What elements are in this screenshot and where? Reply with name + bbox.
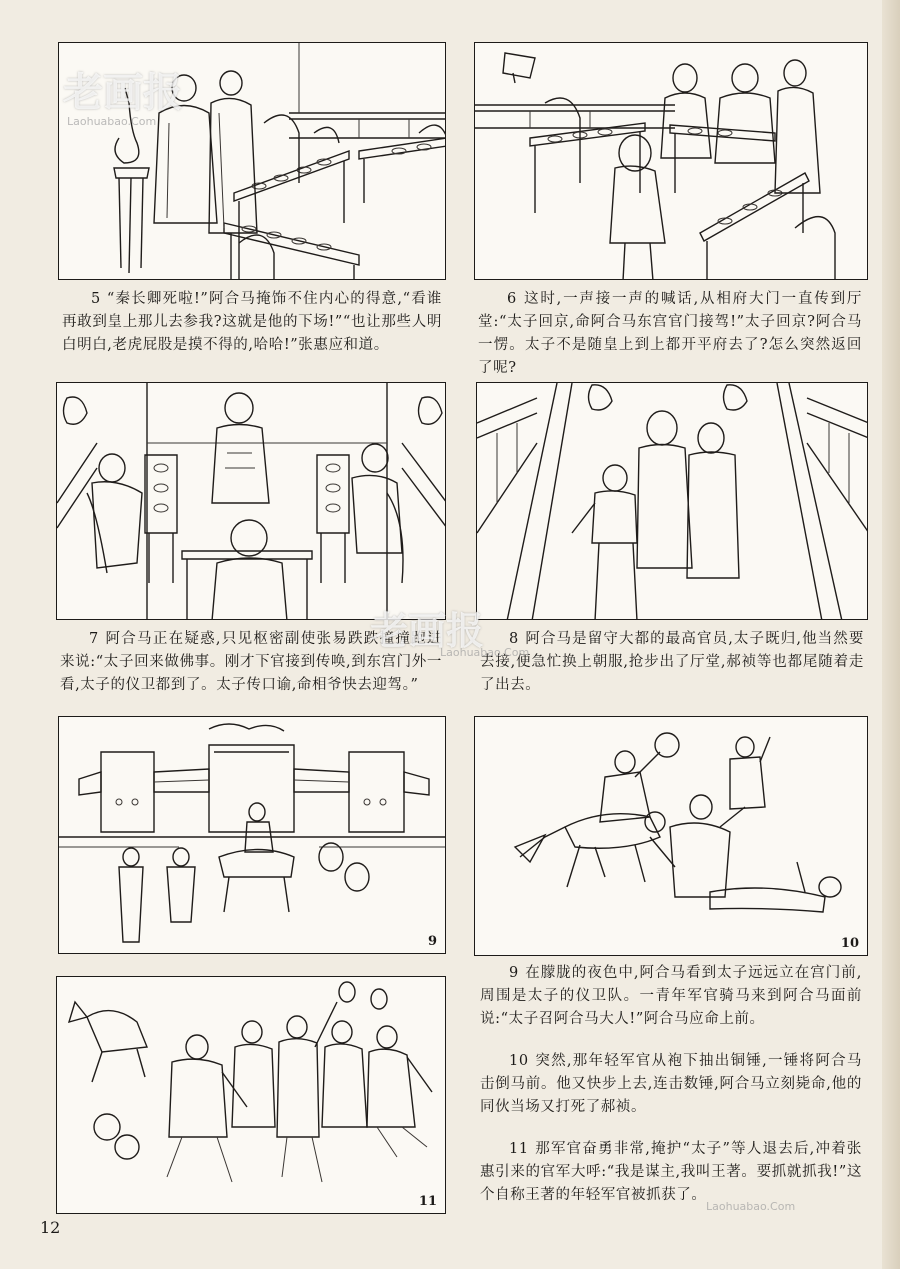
caption-text: “秦长卿死啦!”阿合马掩饰不住内心的得意,“看谁再敢到皇上那儿去参我?这就是他的下场!”“也让那些人明白明白,老虎屁股是摸不得的,哈哈!”张惠应和道。 bbox=[62, 291, 442, 353]
caption-text: 突然,那年轻军官从袍下抽出铜锤,一锤将阿合马击倒马前。他又快步上去,连击数锤,阿合马立刻毙命,他的同伙当场又打死了郝祯。 bbox=[480, 1053, 862, 1115]
panel-8-illustration bbox=[477, 383, 868, 620]
panel-7 bbox=[56, 382, 446, 620]
caption-10 bbox=[480, 1050, 862, 1119]
caption-6 bbox=[478, 288, 862, 380]
caption-text: 这时,一声接一声的喊话,从相府大门一直传到厅堂:“太子回京,命阿合马东宫官门接驾!”太子回京?阿合马一愣。太子不是随皇上到上都开平府去了?怎么突然返回了呢? bbox=[478, 291, 862, 376]
panel-6-illustration bbox=[475, 43, 868, 280]
caption-text: 那军官奋勇非常,掩护“太子”等人退去后,冲着张惠引来的官军大呼:“我是谋主,我叫王著。要抓就抓我!”这个自称王著的年轻军官被抓获了。 bbox=[480, 1141, 862, 1203]
caption-9 bbox=[480, 962, 862, 1031]
watermark-logo: 老画报 bbox=[63, 70, 183, 116]
panel-6 bbox=[474, 42, 868, 280]
caption-number: 9 bbox=[509, 965, 519, 981]
caption-8 bbox=[480, 628, 864, 697]
watermark-site-center: Laohuabao.Com bbox=[440, 646, 530, 659]
panel-11 bbox=[56, 976, 446, 1214]
caption-11 bbox=[480, 1138, 862, 1207]
caption-number: 10 bbox=[509, 1053, 529, 1069]
page-edge bbox=[882, 0, 900, 1269]
panel-number: 10 bbox=[840, 936, 859, 951]
caption-text: 阿合马是留守大都的最高官员,太子既归,他当然要去接,便急忙换上朝服,抢步出了厅堂,郝祯等也都尾随着走了出去。 bbox=[480, 631, 864, 693]
panel-number: 11 bbox=[418, 1194, 437, 1209]
panel-5-illustration bbox=[59, 43, 446, 280]
panel-10-illustration bbox=[475, 717, 868, 956]
watermark-logo-center: 老画报 bbox=[370, 609, 485, 653]
panel-9-illustration bbox=[59, 717, 446, 954]
panel-8 bbox=[476, 382, 868, 620]
caption-number: 5 bbox=[91, 291, 101, 307]
panel-5 bbox=[58, 42, 446, 280]
panel-10 bbox=[474, 716, 868, 956]
panel-7-illustration bbox=[57, 383, 446, 620]
caption-text: 在朦胧的夜色中,阿合马看到太子远远立在宫门前,周围是太子的仪卫队。一青年军官骑马来到阿合马面前说:“太子召阿合马大人!”阿合马应命上前。 bbox=[480, 965, 862, 1027]
page-number: 12 bbox=[40, 1218, 61, 1237]
caption-5 bbox=[62, 288, 442, 357]
panel-9 bbox=[58, 716, 446, 954]
watermark-site: Laohuabao.Com bbox=[67, 115, 157, 128]
caption-7 bbox=[60, 628, 442, 697]
watermark-site-bottom: Laohuabao.Com bbox=[706, 1200, 796, 1213]
caption-number: 7 bbox=[89, 631, 99, 647]
caption-text: 阿合马正在疑惑,只见枢密副使张易跌跌撞撞跑进来说:“太子回来做佛事。刚才下官接到传唤,到东宫门外一看,太子的仪卫都到了。太子传口谕,命相爷快去迎驾。” bbox=[60, 631, 442, 693]
panel-number: 9 bbox=[427, 934, 437, 949]
caption-number: 8 bbox=[509, 631, 519, 647]
caption-number: 6 bbox=[507, 291, 517, 307]
caption-number: 11 bbox=[509, 1141, 529, 1157]
panel-11-illustration bbox=[57, 977, 446, 1214]
